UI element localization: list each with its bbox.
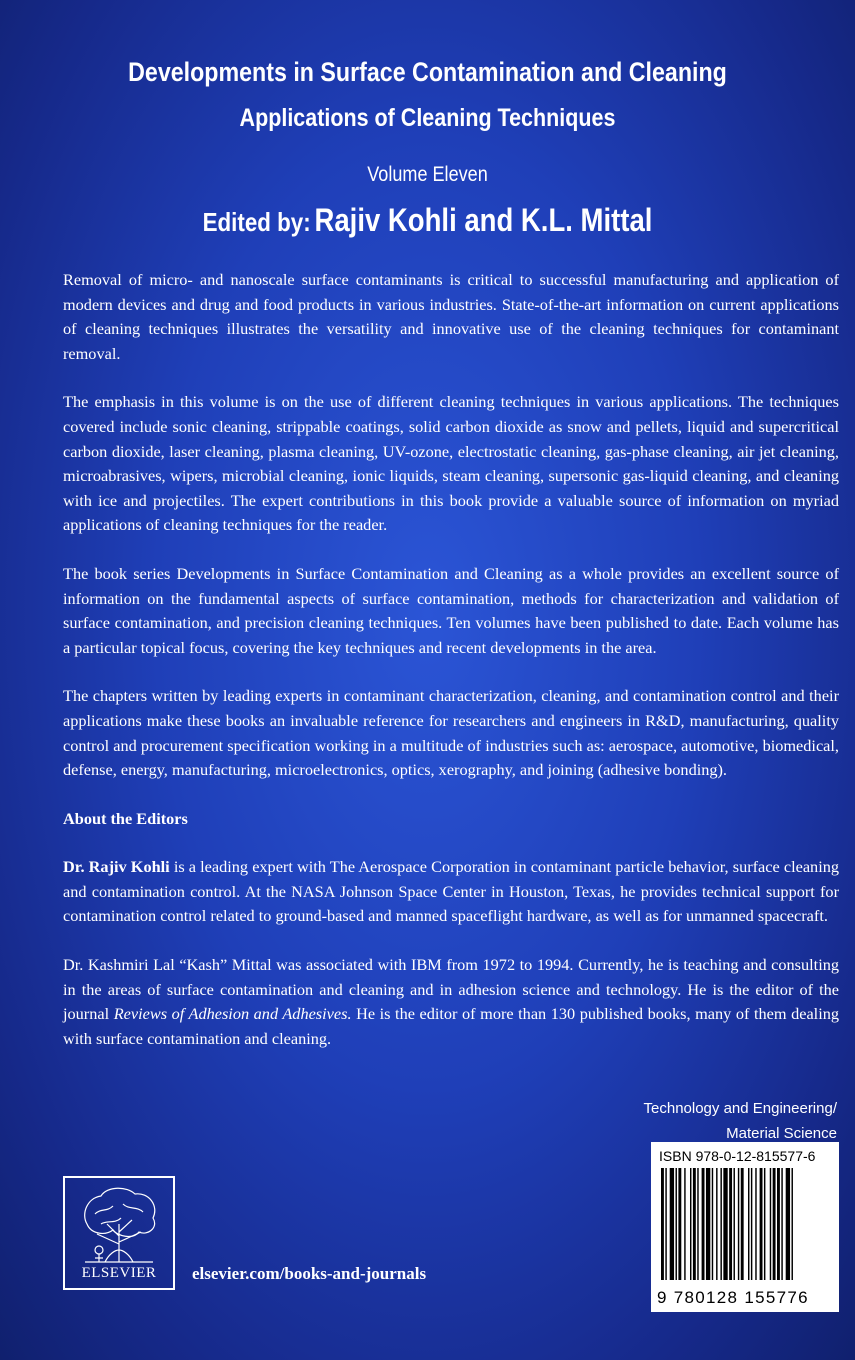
book-title: Developments in Surface Contamination and Cleaning bbox=[128, 57, 727, 87]
kohli-name: Dr. Rajiv Kohli bbox=[63, 857, 170, 877]
editor-names: Rajiv Kohli and K.L. Mittal bbox=[314, 202, 653, 238]
mittal-bio-text-1: Dr. Kashmiri Lal “Kash” Mittal was associated with IBM from 1972 to 1994. Currently, he is teaching and consulting in the areas of surface contamination and cleaning and in adhesion science and technology. He is the editor of the journal bbox=[63, 955, 839, 1024]
mittal-bio-text-2: He is the editor of more than 130 published books, many of them dealing with surface contamination and cleaning. bbox=[63, 1004, 840, 1048]
description-paragraph-3: The book series Developments in Surface Contamination and Cleaning as a whole provides an excellent source of information on the fundamental aspects of surface contamination, methods for characterization and validation of surface contamination, and precision cleaning techniques. Ten volumes have been published to date. Each volume has a particular topical focus, covering the key techniques and recent developments in the area. bbox=[63, 563, 839, 657]
publisher-url: elsevier.com/books-and-journals bbox=[192, 1264, 427, 1283]
mittal-bio bbox=[63, 953, 839, 1051]
isbn-label: ISBN 978-0-12-815577-6 bbox=[659, 1148, 816, 1164]
isbn-barcode bbox=[651, 1142, 839, 1312]
kohli-bio bbox=[63, 855, 839, 929]
description-paragraph-4: The chapters written by leading experts in contaminant characterization, cleaning, and contamination control and their applications make these books an invaluable reference for researchers and engineers in R&D, manufacturing, quality control and procurement specification working in a multitude of industries such as: aerospace, automotive, biomedical, defense, energy, manufacturing, microelectronics, optics, xerography, and joining (adhesive bonding). bbox=[63, 686, 839, 780]
isbn-digits: 9 780128 155776 bbox=[657, 1288, 809, 1307]
book-subtitle: Applications of Cleaning Techniques bbox=[239, 104, 616, 132]
subject-category bbox=[644, 1096, 837, 1146]
description-paragraph-1: Removal of micro- and nanoscale surface contaminants is critical to successful manufacturing and application of modern devices and drug and food products in various industries. State-of-the-art information on current applications of cleaning techniques illustrates the versatility and innovative use of the cleaning techniques for contaminant removal. bbox=[63, 270, 839, 363]
elsevier-logo bbox=[63, 1176, 175, 1290]
edited-by-label: Edited by: bbox=[202, 207, 311, 237]
elsevier-logo-text: ELSEVIER bbox=[81, 1265, 157, 1281]
kohli-bio-text: is a leading expert with The Aerospace Corporation in contaminant particle behavior, surface cleaning and contamination control. At the NASA Johnson Space Center in Houston, Texas, he provides technical support for contamination control related to ground-based and manned spaceflight hardware, as well as for unmanned spacecraft. bbox=[63, 857, 839, 926]
back-cover-text bbox=[63, 268, 839, 1051]
subject-line-2: Material Science bbox=[726, 1125, 837, 1142]
about-editors-heading: About the Editors bbox=[63, 808, 188, 828]
description-paragraph-2: The emphasis in this volume is on the use of different cleaning techniques in various applications. The techniques covered include sonic cleaning, strippable coatings, solid carbon dioxide as snow and pellets, liquid and supercritical carbon dioxide, laser cleaning, plasma cleaning, UV-ozone, electrostatic cleaning, gas-phase cleaning, air jet cleaning, microabrasives, wipers, microbial cleaning, ionic liquids, steam cleaning, supersonic gas-liquid cleaning, and cleaning with ice and projectiles. The expert contributions in this book provide a valuable source of information on myriad applications of cleaning techniques for the reader. bbox=[63, 392, 839, 535]
subject-line-1: Technology and Engineering/ bbox=[643, 1100, 837, 1117]
editors-line bbox=[60, 202, 795, 239]
barcode-bars bbox=[659, 1168, 831, 1282]
tree-icon bbox=[77, 1184, 161, 1266]
mittal-journal: Reviews of Adhesion and Adhesives. bbox=[113, 1004, 352, 1024]
volume-label: Volume Eleven bbox=[367, 163, 488, 186]
